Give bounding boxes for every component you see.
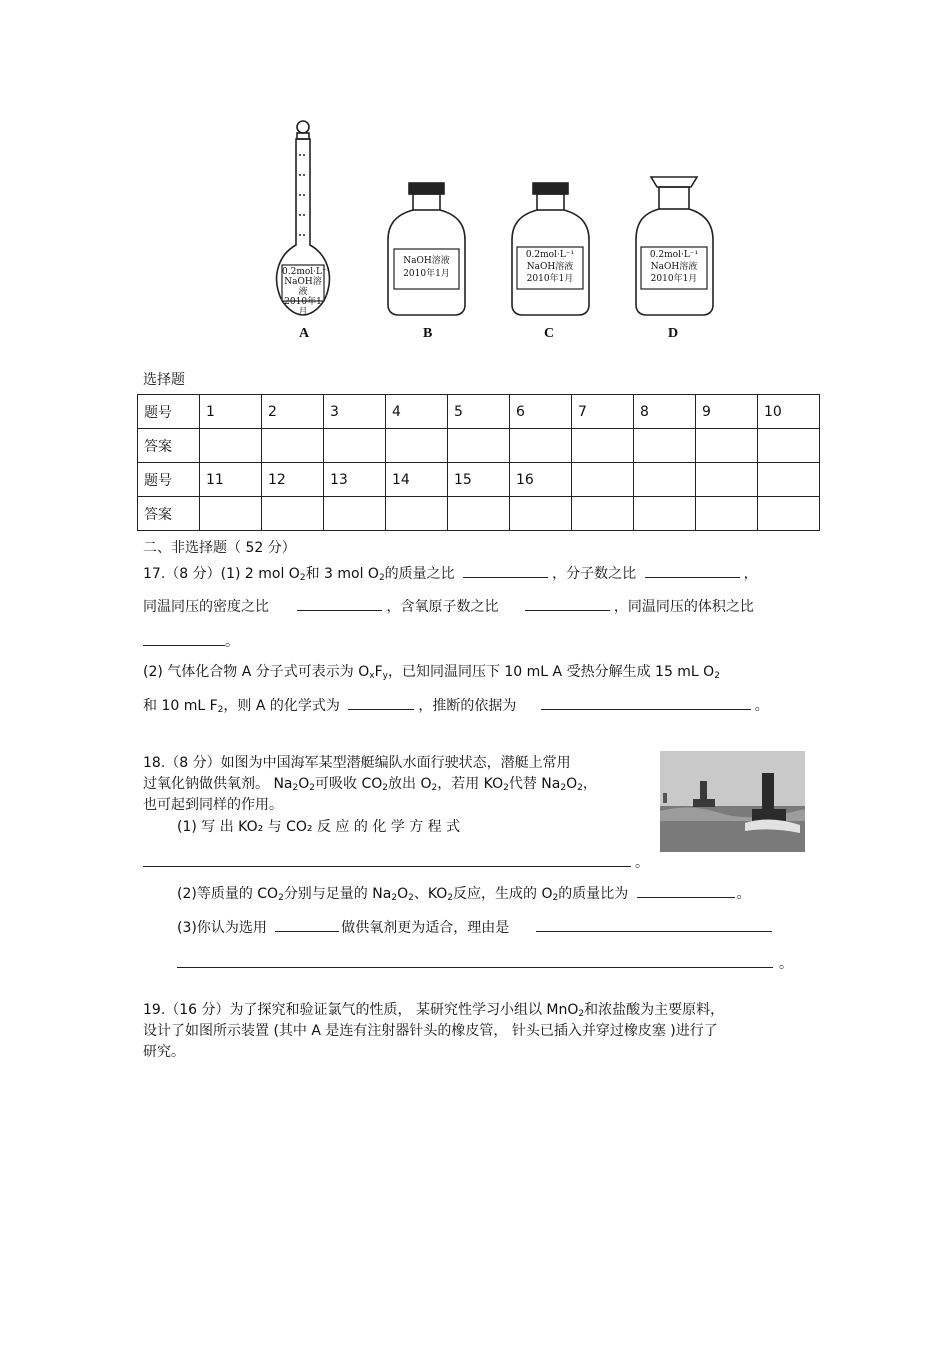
q17-line-5: [143, 695, 769, 720]
question-number-cell: 13: [324, 463, 386, 497]
answer-blank[interactable]: [143, 631, 225, 646]
question-number-cell: [634, 463, 696, 497]
answer-cell[interactable]: [510, 497, 572, 531]
answer-blank[interactable]: [348, 695, 414, 710]
subscript: 2: [309, 783, 316, 793]
q18-text: 。: [779, 956, 793, 972]
answer-cell[interactable]: [634, 429, 696, 463]
answer-blank[interactable]: [275, 917, 339, 932]
subscript: 2: [217, 705, 224, 715]
question-number-cell: 4: [386, 395, 448, 429]
q19-line-3: 研究。: [143, 1044, 185, 1060]
q18-part-1-answer-line: [143, 852, 649, 873]
question-number-cell: 14: [386, 463, 448, 497]
q18-part-3: [177, 917, 772, 938]
reagent-bottles-figure: [270, 115, 720, 350]
q17-text: ，已知同温同压下 10 mL A 受热分解生成 15 mL O: [387, 664, 715, 680]
subscript: 2: [408, 893, 414, 903]
answer-cell[interactable]: [510, 429, 572, 463]
bottle-d-label-line: 2010年1月: [650, 274, 698, 284]
answer-cell[interactable]: [200, 429, 262, 463]
answer-blank[interactable]: [637, 883, 735, 898]
bottle-a-letter: A: [299, 326, 310, 341]
subscript: 2: [560, 783, 567, 793]
q17-text: (2) 气体化合物 A 分子式可表示为 O: [143, 664, 370, 680]
choice-section-title: 选择题: [143, 372, 185, 388]
subscript: 2: [578, 1009, 585, 1019]
q17-text: ，: [743, 566, 758, 582]
q17-text: ，则 A 的化学式为: [223, 698, 340, 714]
q18-text: ，: [582, 776, 597, 792]
question-number-cell: 10: [758, 395, 820, 429]
bottle-b-label-line: 2010年1月: [403, 269, 450, 279]
q18-part-1: (1) 写 出 KO₂ 与 CO₂ 反 应 的 化 学 方 程 式: [177, 819, 461, 835]
bottle-d-label-line: 0.2mol·L⁻¹: [649, 250, 699, 260]
q17-text: 和 3 mol O: [305, 566, 379, 582]
q18-part-3-answer-line: [177, 953, 793, 974]
question-number-cell: 16: [510, 463, 572, 497]
subscript: 2: [503, 783, 509, 793]
q17-text: F: [374, 664, 383, 680]
q19-text: 和浓盐酸为主要原料，: [584, 1002, 725, 1018]
question-number-cell: 15: [448, 463, 510, 497]
bottle-c-label: [517, 249, 583, 285]
answer-blank[interactable]: [463, 563, 548, 578]
bottle-d-label-line: NaOH溶液: [650, 262, 698, 272]
question-number-cell: 5: [448, 395, 510, 429]
q18-line-3: 也可起到同样的作用。: [143, 797, 283, 813]
q17-text: 。: [754, 698, 769, 714]
question-number-cell: 1: [200, 395, 262, 429]
table-row: [138, 463, 820, 497]
question-number-cell: 2: [262, 395, 324, 429]
table-row: [138, 429, 820, 463]
bottle-a-label: [282, 267, 331, 317]
q18-text: (3)你认为选用: [177, 920, 267, 936]
bottles-illustration: [270, 115, 720, 350]
bottle-a-label-line: 2010年1月: [284, 297, 322, 317]
answer-cell[interactable]: [634, 497, 696, 531]
subscript: x: [369, 671, 375, 681]
q18-text: 放出 O: [388, 776, 432, 792]
subscript: 2: [299, 573, 306, 583]
q18-text: 的质量比为: [558, 886, 629, 902]
answer-blank[interactable]: [645, 563, 740, 578]
q17-text: ，分子数之比: [552, 566, 637, 582]
q19-text: 19.（16 分）为了探究和验证氯气的性质， 某研究性学习小组以 MnO: [143, 1002, 579, 1018]
answer-cell[interactable]: [386, 429, 448, 463]
question-number-cell: 7: [572, 395, 634, 429]
answer-header: 答案: [138, 497, 200, 531]
q18-text: ，若用 KO: [437, 776, 504, 792]
submarine-image: [660, 751, 805, 852]
answer-cell[interactable]: [758, 429, 820, 463]
answer-cell[interactable]: [572, 497, 634, 531]
question-number-cell: 3: [324, 395, 386, 429]
answer-cell[interactable]: [448, 429, 510, 463]
bottle-b-label: [394, 255, 459, 281]
q18-text: 过氧化钠做供氧剂。 Na: [143, 776, 293, 792]
bottle-c-letter: C: [544, 326, 555, 341]
q18-text: 分别与足量的 Na: [283, 886, 392, 902]
question-number-cell: 6: [510, 395, 572, 429]
bottle-c-label-line: NaOH溶液: [526, 262, 574, 272]
bottle-a-label-line: NaOH溶液: [284, 277, 322, 297]
q18-text: 反应，生成的 O: [453, 886, 553, 902]
answer-cell[interactable]: [448, 497, 510, 531]
q18-text: O: [298, 776, 310, 792]
q17-text: 的质量之比: [384, 566, 455, 582]
answer-blank[interactable]: [541, 695, 751, 710]
subscript: 2: [382, 783, 388, 793]
table-row: [138, 497, 820, 531]
subscript: 2: [431, 783, 438, 793]
bottle-c-label-line: 0.2mol·L⁻¹: [525, 250, 575, 260]
subscript: 2: [378, 573, 385, 583]
bottle-b-label-line: NaOH溶液: [403, 256, 450, 266]
bottle-b-letter: B: [423, 326, 433, 341]
subscript: 2: [714, 671, 720, 681]
q17-line-4: [143, 662, 720, 686]
answer-cell[interactable]: [758, 497, 820, 531]
question-number-cell: 8: [634, 395, 696, 429]
answer-blank[interactable]: [297, 596, 382, 611]
q17-text: 和 10 mL F: [143, 698, 218, 714]
answer-cell[interactable]: [386, 497, 448, 531]
answer-table: [137, 394, 820, 531]
answer-cell[interactable]: [696, 429, 758, 463]
answer-blank[interactable]: [143, 852, 631, 867]
q18-text: 代替 Na: [508, 776, 561, 792]
table-row: [138, 395, 820, 429]
bottle-c-label-line: 2010年1月: [526, 274, 574, 284]
q17-text: 17.（8 分）(1) 2 mol O: [143, 566, 300, 582]
bottle-d: [636, 177, 713, 315]
q17-text: ，推断的依据为: [418, 698, 517, 714]
q17-line-3: [143, 631, 239, 652]
q17-text: ，同温同压的体积之比: [613, 599, 754, 615]
submarine-photo: [660, 751, 805, 852]
answer-cell[interactable]: [324, 429, 386, 463]
q18-line-1: 18.（8 分）如图为中国海军某型潜艇编队水面行驶状态，潜艇上常用: [143, 755, 571, 771]
q17-text: 同温同压的密度之比: [143, 599, 269, 615]
q18-text: 。: [736, 886, 751, 902]
bottle-d-letter: D: [668, 326, 679, 341]
subscript: 2: [391, 893, 398, 903]
question-number-cell: [758, 463, 820, 497]
answer-header: 答案: [138, 429, 200, 463]
question-number-header: 题号: [138, 463, 200, 497]
q19-line-2: 设计了如图所示装置 (其中 A 是连有注射器针头的橡皮管， 针头已插入并穿过橡皮塞 )进行了: [143, 1023, 718, 1039]
q18-text: 可吸收 CO: [315, 776, 383, 792]
answer-blank[interactable]: [177, 953, 773, 968]
subscript: 2: [577, 783, 583, 793]
answer-cell[interactable]: [262, 429, 324, 463]
q18-part-2: [177, 883, 751, 908]
q18-text: 。: [635, 855, 649, 871]
q18-text: (2)等质量的 CO: [177, 886, 279, 902]
q18-text: O: [566, 776, 578, 792]
answer-cell[interactable]: [696, 497, 758, 531]
question-number-cell: 11: [200, 463, 262, 497]
subscript: 2: [447, 893, 453, 903]
q17-text: ，含氧原子数之比: [386, 599, 499, 615]
subscript: y: [382, 671, 388, 681]
answer-blank[interactable]: [536, 917, 772, 932]
bottle-d-label: [641, 249, 707, 285]
q18-text: 、KO: [413, 886, 448, 902]
answer-cell[interactable]: [200, 497, 262, 531]
q17-line-2: [143, 596, 754, 617]
answer-cell[interactable]: [572, 429, 634, 463]
q17-line-1: [143, 563, 758, 588]
bottle-b: [388, 183, 465, 315]
subscript: 2: [552, 893, 559, 903]
question-number-cell: [572, 463, 634, 497]
question-number-cell: 12: [262, 463, 324, 497]
q18-text: O: [397, 886, 409, 902]
answer-cell[interactable]: [324, 497, 386, 531]
answer-blank[interactable]: [525, 596, 610, 611]
question-number-header: 题号: [138, 395, 200, 429]
question-number-cell: 9: [696, 395, 758, 429]
question-number-cell: [696, 463, 758, 497]
section-heading: 二、非选择题（ 52 分）: [143, 540, 296, 556]
bottle-a-label-line: 0.2mol·L⁻¹: [282, 267, 331, 277]
subscript: 2: [278, 893, 284, 903]
subscript: 2: [292, 783, 299, 793]
q18-text: 做供氧剂更为适合，理由是: [341, 920, 510, 936]
q17-text: 。: [225, 634, 239, 650]
answer-cell[interactable]: [262, 497, 324, 531]
